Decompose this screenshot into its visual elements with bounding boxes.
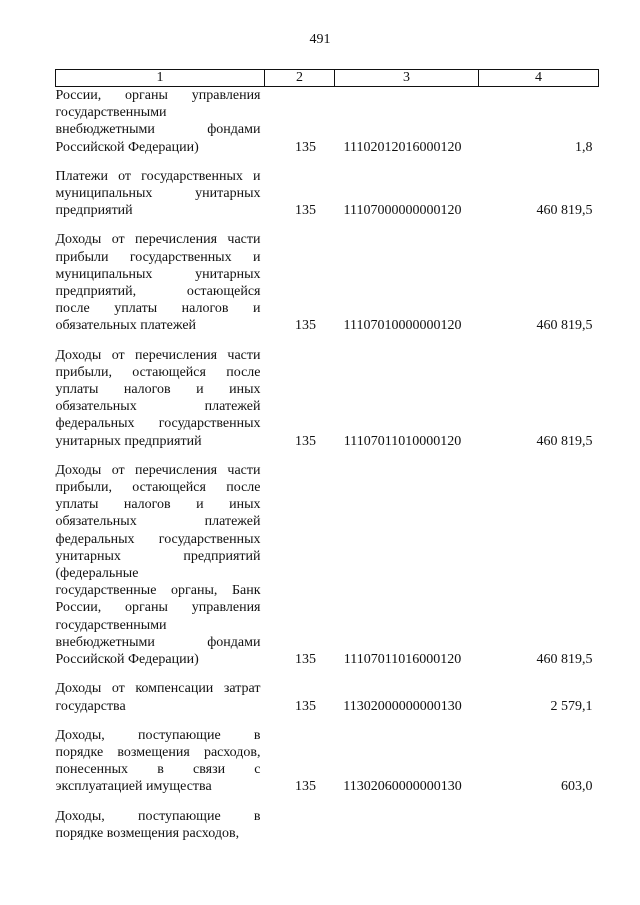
table-row: [56, 450, 599, 668]
row-description: [56, 87, 265, 156]
description-line: унитарных предприятий: [55, 433, 202, 449]
table-row: [56, 87, 599, 156]
row-budget-code: 11107010000000120: [343, 318, 462, 334]
row-amount: 460 819,5: [536, 318, 593, 334]
description-line: уплаты налогов и иных: [55, 382, 261, 398]
description-line: (федеральные: [55, 566, 139, 582]
table-row: [56, 715, 599, 796]
row-description: [56, 715, 265, 796]
description-line: Платежи от государственных и: [55, 168, 261, 184]
description-line: прибыли государственных и: [55, 249, 261, 265]
row-description: [56, 219, 265, 334]
description-line: государства: [55, 698, 126, 714]
description-line: обязательных платежей: [55, 399, 261, 415]
header-col-3: 3: [335, 70, 479, 87]
description-line: унитарных предприятий: [55, 548, 261, 564]
description-line: России, органы управления: [55, 600, 261, 616]
description-line: обязательных платежей: [55, 318, 197, 334]
description-line: муниципальных унитарных: [55, 186, 261, 202]
row-amount: 460 819,5: [536, 203, 593, 219]
row-admin-code: 135: [295, 433, 316, 449]
description-line: после уплаты налогов и: [55, 301, 261, 317]
row-description: [56, 450, 265, 668]
row-budget-code: 11102012016000120: [343, 139, 462, 155]
description-line: государственными: [55, 617, 167, 633]
description-line: предприятий, остающейся: [55, 284, 261, 300]
row-admin-code: [265, 796, 335, 842]
table-header-row: [56, 70, 599, 87]
row-admin-code: 135: [295, 779, 316, 795]
row-description: [56, 668, 265, 714]
description-line: государственные органы, Банк: [55, 583, 261, 599]
description-line: прибыли, остающейся после: [55, 480, 261, 496]
description-line: Доходы от перечисления части: [55, 232, 261, 248]
description-line: эксплуатацией имущества: [55, 779, 212, 795]
row-budget-code: [335, 796, 479, 842]
header-col-4: 4: [479, 70, 599, 87]
description-line: государственными: [55, 105, 167, 121]
row-budget-code: 11107011010000120: [343, 433, 462, 449]
header-col-1: 1: [56, 70, 265, 87]
row-budget-code: 11302060000000130: [343, 779, 462, 795]
description-line: предприятий: [55, 203, 133, 219]
description-line: Доходы от компенсации затрат: [55, 681, 261, 697]
table-row: [56, 668, 599, 714]
table-row: [56, 335, 599, 450]
description-line: обязательных платежей: [55, 514, 261, 530]
description-line: внебюджетными фондами: [55, 634, 261, 650]
row-admin-code: 135: [295, 698, 316, 714]
description-line: Доходы, поступающие в: [55, 727, 261, 743]
table-row: [56, 156, 599, 220]
description-line: Доходы от перечисления части: [55, 462, 261, 478]
row-amount: 1,8: [575, 139, 593, 155]
row-budget-code: 11302000000000130: [343, 698, 462, 714]
row-budget-code: 11107011016000120: [343, 652, 462, 668]
row-amount: [479, 796, 599, 842]
description-line: понесенных в связи с: [55, 762, 261, 778]
row-description: [56, 156, 265, 220]
table-row: [56, 219, 599, 334]
page-number: 491: [309, 32, 331, 47]
header-col-2: 2: [265, 70, 335, 87]
description-line: федеральных государственных: [55, 531, 261, 547]
row-amount: 460 819,5: [536, 652, 593, 668]
description-line: Российской Федерации): [55, 652, 199, 668]
description-line: Доходы от перечисления части: [55, 347, 261, 363]
row-admin-code: 135: [295, 318, 316, 334]
description-line: Российской Федерации): [55, 139, 199, 155]
description-line: России, органы управления: [55, 88, 261, 103]
row-admin-code: 135: [295, 203, 316, 219]
revenue-table: [55, 69, 599, 842]
description-line: федеральных государственных: [55, 416, 261, 432]
row-admin-code: 135: [295, 139, 316, 155]
row-amount: 603,0: [561, 779, 593, 795]
description-line: уплаты налогов и иных: [55, 497, 261, 513]
description-line: Доходы, поступающие в: [55, 808, 261, 824]
description-line: порядке возмещения расходов,: [55, 744, 261, 760]
description-line: муниципальных унитарных: [55, 266, 261, 282]
row-admin-code: 135: [295, 652, 316, 668]
row-budget-code: 11107000000000120: [343, 203, 462, 219]
description-line: порядке возмещения расходов,: [55, 825, 240, 841]
row-amount: 2 579,1: [550, 698, 593, 714]
table-row: [56, 796, 599, 842]
row-description: [56, 796, 265, 842]
table-body: [56, 87, 599, 842]
row-description: [56, 335, 265, 450]
row-amount: 460 819,5: [536, 433, 593, 449]
description-line: прибыли, остающейся после: [55, 364, 261, 380]
description-line: внебюджетными фондами: [55, 122, 261, 138]
